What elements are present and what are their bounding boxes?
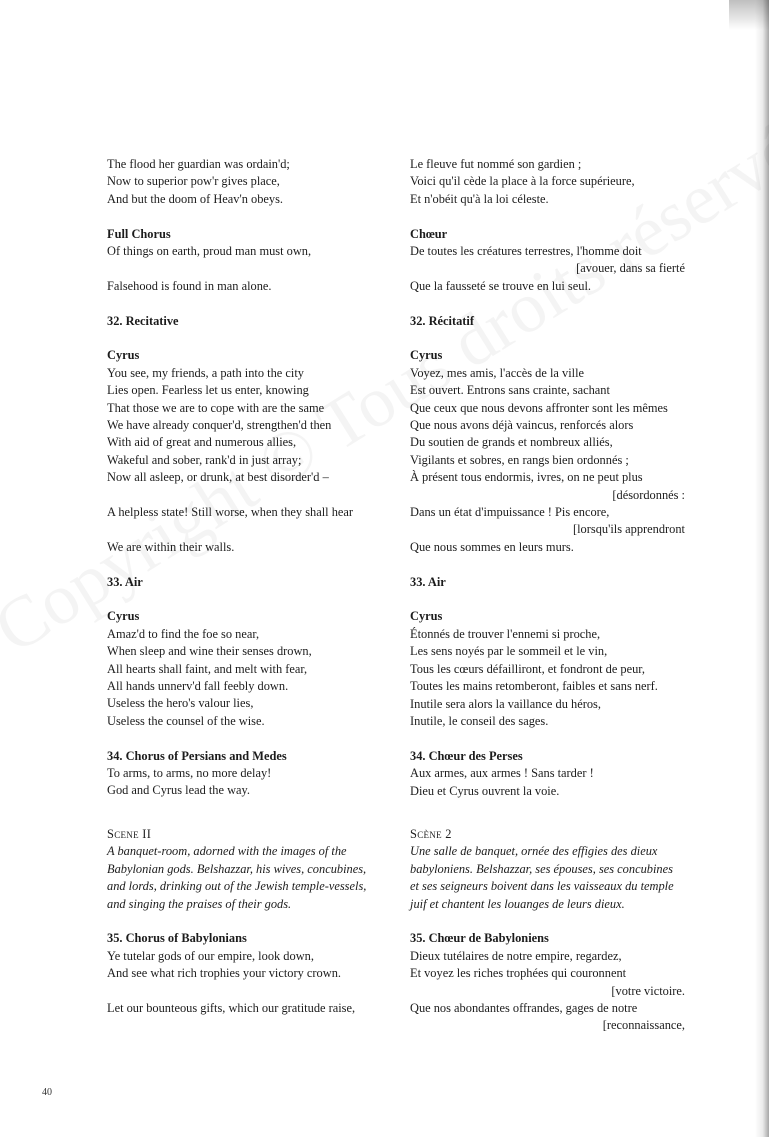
french-verse-line: Du soutien de grands et nombreux alliés, — [410, 435, 613, 450]
english-column — [107, 156, 382, 1017]
french-verse-line: Que ceux que nous devons affronter sont les mêmes — [410, 400, 668, 415]
french-verse-line: Vigilants et sobres, en rangs bien ordonnés ; — [410, 452, 629, 467]
spacer — [107, 295, 382, 312]
english-verse-line: Wakeful and sober, rank'd in just array; — [107, 452, 302, 467]
french-verse-line: Voyez, mes amis, l'accès de la ville — [410, 365, 585, 380]
english-verse-line: Of things on earth, proud man must own, — [107, 244, 312, 259]
english-scene-heading: Scene II — [107, 826, 152, 841]
english-verse-line: All hands unnerv'd fall feebly down. — [107, 679, 289, 694]
french-verse-line: Inutile sera alors la vaillance du héros, — [410, 696, 601, 711]
french-verse-line: Que nous avons déjà vaincus, renforcés alors — [410, 418, 634, 433]
spacer — [107, 913, 382, 930]
english-verse-line: All hearts shall faint, and melt with fear, — [107, 661, 308, 676]
french-section-heading: Chœur — [410, 226, 448, 241]
english-verse-line: You see, my friends, a path into the city — [107, 365, 304, 380]
french-verse-line: Est ouvert. Entrons sans crainte, sachant — [410, 383, 610, 398]
english-verse-line: Falsehood is found in man alone. — [107, 278, 272, 293]
french-section-heading: Cyrus — [410, 348, 443, 363]
english-section-heading: Full Chorus — [107, 226, 171, 241]
english-verse-line: And see what rich trophies your victory crown. — [107, 966, 341, 981]
english-verse-line: We have already conquer'd, strengthen'd then — [107, 418, 332, 433]
english-verse-line: Useless the counsel of the wise. — [107, 713, 265, 728]
english-verse-line: We are within their walls. — [107, 539, 235, 554]
page-edge-shadow — [755, 0, 769, 1137]
spacer — [107, 521, 382, 538]
french-verse-line: À présent tous endormis, ivres, on ne peut plus — [410, 470, 643, 485]
french-verse-line: Dans un état d'impuissance ! Pis encore, — [410, 505, 610, 520]
french-verse-line: Dieu et Cyrus ouvrent la voie. — [410, 783, 560, 798]
spacer — [107, 591, 382, 608]
french-stage-direction: babyloniens. Belshazzar, ses épouses, ses concubines — [410, 861, 673, 876]
spacer — [107, 983, 382, 1000]
french-section-heading: 33. Air — [410, 574, 446, 589]
french-verse-line: Aux armes, aux armes ! Sans tarder ! — [410, 766, 594, 781]
english-verse-line: When sleep and wine their senses drown, — [107, 644, 312, 659]
french-verse-continuation: [reconnaissance, — [602, 1018, 685, 1033]
page-number: 40 — [42, 1087, 52, 1098]
french-section-heading: 35. Chœur de Babyloniens — [410, 931, 549, 946]
spacer — [107, 260, 382, 277]
english-verse-line: A helpless state! Still worse, when they shall hear — [107, 505, 354, 520]
french-section-heading: 32. Récitatif — [410, 313, 474, 328]
french-stage-direction: Une salle de banquet, ornée des effigies des dieux — [410, 844, 658, 859]
french-verse-continuation: [désordonnés : — [612, 487, 685, 502]
english-verse-line: The flood her guardian was ordain'd; — [107, 157, 290, 171]
french-stage-direction: et ses seigneurs boivent dans les vaisseaux du temple — [410, 879, 674, 894]
spacer — [410, 730, 685, 747]
french-verse-continuation: [avouer, dans sa fierté — [576, 261, 685, 276]
french-verse-line: De toutes les créatures terrestres, l'homme doit — [410, 244, 642, 259]
english-verse-line: Useless the hero's valour lies, — [107, 696, 254, 711]
french-verse-continuation: [votre victoire. — [611, 983, 685, 998]
french-stage-direction: juif et chantent les louanges de leurs dieux. — [410, 896, 625, 911]
english-verse-line: That those we are to cope with are the same — [107, 400, 325, 415]
spacer — [410, 295, 685, 312]
spacer — [410, 800, 685, 826]
english-section-heading: Cyrus — [107, 609, 140, 624]
french-verse-line: Tous les cœurs défailliront, et fondront de peur, — [410, 661, 646, 676]
english-section-heading: 32. Recitative — [107, 313, 179, 328]
french-column — [410, 156, 685, 1035]
spacer — [410, 330, 685, 347]
english-verse-line: With aid of great and numerous allies, — [107, 435, 297, 450]
french-verse-line: Que nos abondantes offrandes, gages de notre — [410, 1000, 638, 1015]
english-stage-direction: and singing the praises of their gods. — [107, 896, 292, 911]
spacer — [410, 913, 685, 930]
french-verse-line: Que nous sommes en leurs murs. — [410, 539, 574, 554]
french-verse-line: Inutile, le conseil des sages. — [410, 713, 549, 728]
spacer — [410, 208, 685, 225]
spacer — [107, 330, 382, 347]
english-section-heading: Cyrus — [107, 348, 140, 363]
english-verse-line: Lies open. Fearless let us enter, knowing — [107, 383, 309, 398]
french-verse-line: Toutes les mains retomberont, faibles et sans nerf. — [410, 679, 658, 694]
english-verse-line: Amaz'd to find the foe so near, — [107, 626, 260, 641]
english-verse-line: Ye tutelar gods of our empire, look down, — [107, 948, 314, 963]
french-verse-continuation: [lorsqu'ils apprendront — [572, 522, 685, 537]
french-verse-line: Le fleuve fut nommé son gardien ; — [410, 157, 582, 171]
english-verse-line: To arms, to arms, no more delay! — [107, 766, 272, 781]
english-verse-line: Let our bounteous gifts, which our gratitude raise, — [107, 1000, 356, 1015]
spacer — [410, 556, 685, 573]
english-stage-direction: and lords, drinking out of the Jewish temple-vessels, — [107, 879, 367, 894]
french-verse-line: Les sens noyés par le sommeil et le vin, — [410, 644, 608, 659]
spacer — [410, 591, 685, 608]
english-verse-line: God and Cyrus lead the way. — [107, 783, 251, 798]
english-section-heading: 34. Chorus of Persians and Medes — [107, 748, 287, 763]
spacer — [107, 208, 382, 225]
french-section-heading: Cyrus — [410, 609, 443, 624]
french-verse-line: Que la fausseté se trouve en lui seul. — [410, 278, 591, 293]
english-verse-line: And but the doom of Heav'n obeys. — [107, 191, 284, 206]
spacer — [107, 800, 382, 826]
french-verse-line: Et n'obéit qu'à la loi céleste. — [410, 191, 549, 206]
french-scene-heading: Scène 2 — [410, 826, 452, 841]
english-stage-direction: Babylonian gods. Belshazzar, his wives, concubines, — [107, 861, 367, 876]
french-verse-line: Et voyez les riches trophées qui couronnent — [410, 966, 627, 981]
english-section-heading: 35. Chorus of Babylonians — [107, 931, 247, 946]
french-section-heading: 34. Chœur des Perses — [410, 748, 523, 763]
english-stage-direction: A banquet-room, adorned with the images of the — [107, 844, 347, 859]
english-verse-line: Now to superior pow'r gives place, — [107, 174, 280, 189]
spacer — [107, 556, 382, 573]
french-verse-line: Voici qu'il cède la place à la force supérieure, — [410, 174, 635, 189]
spacer — [107, 487, 382, 504]
spacer — [107, 730, 382, 747]
english-section-heading: 33. Air — [107, 574, 143, 589]
english-verse-line: Now all asleep, or drunk, at best disorder'd – — [107, 470, 329, 485]
french-verse-line: Étonnés de trouver l'ennemi si proche, — [410, 626, 601, 641]
french-verse-line: Dieux tutélaires de notre empire, regardez, — [410, 948, 622, 963]
